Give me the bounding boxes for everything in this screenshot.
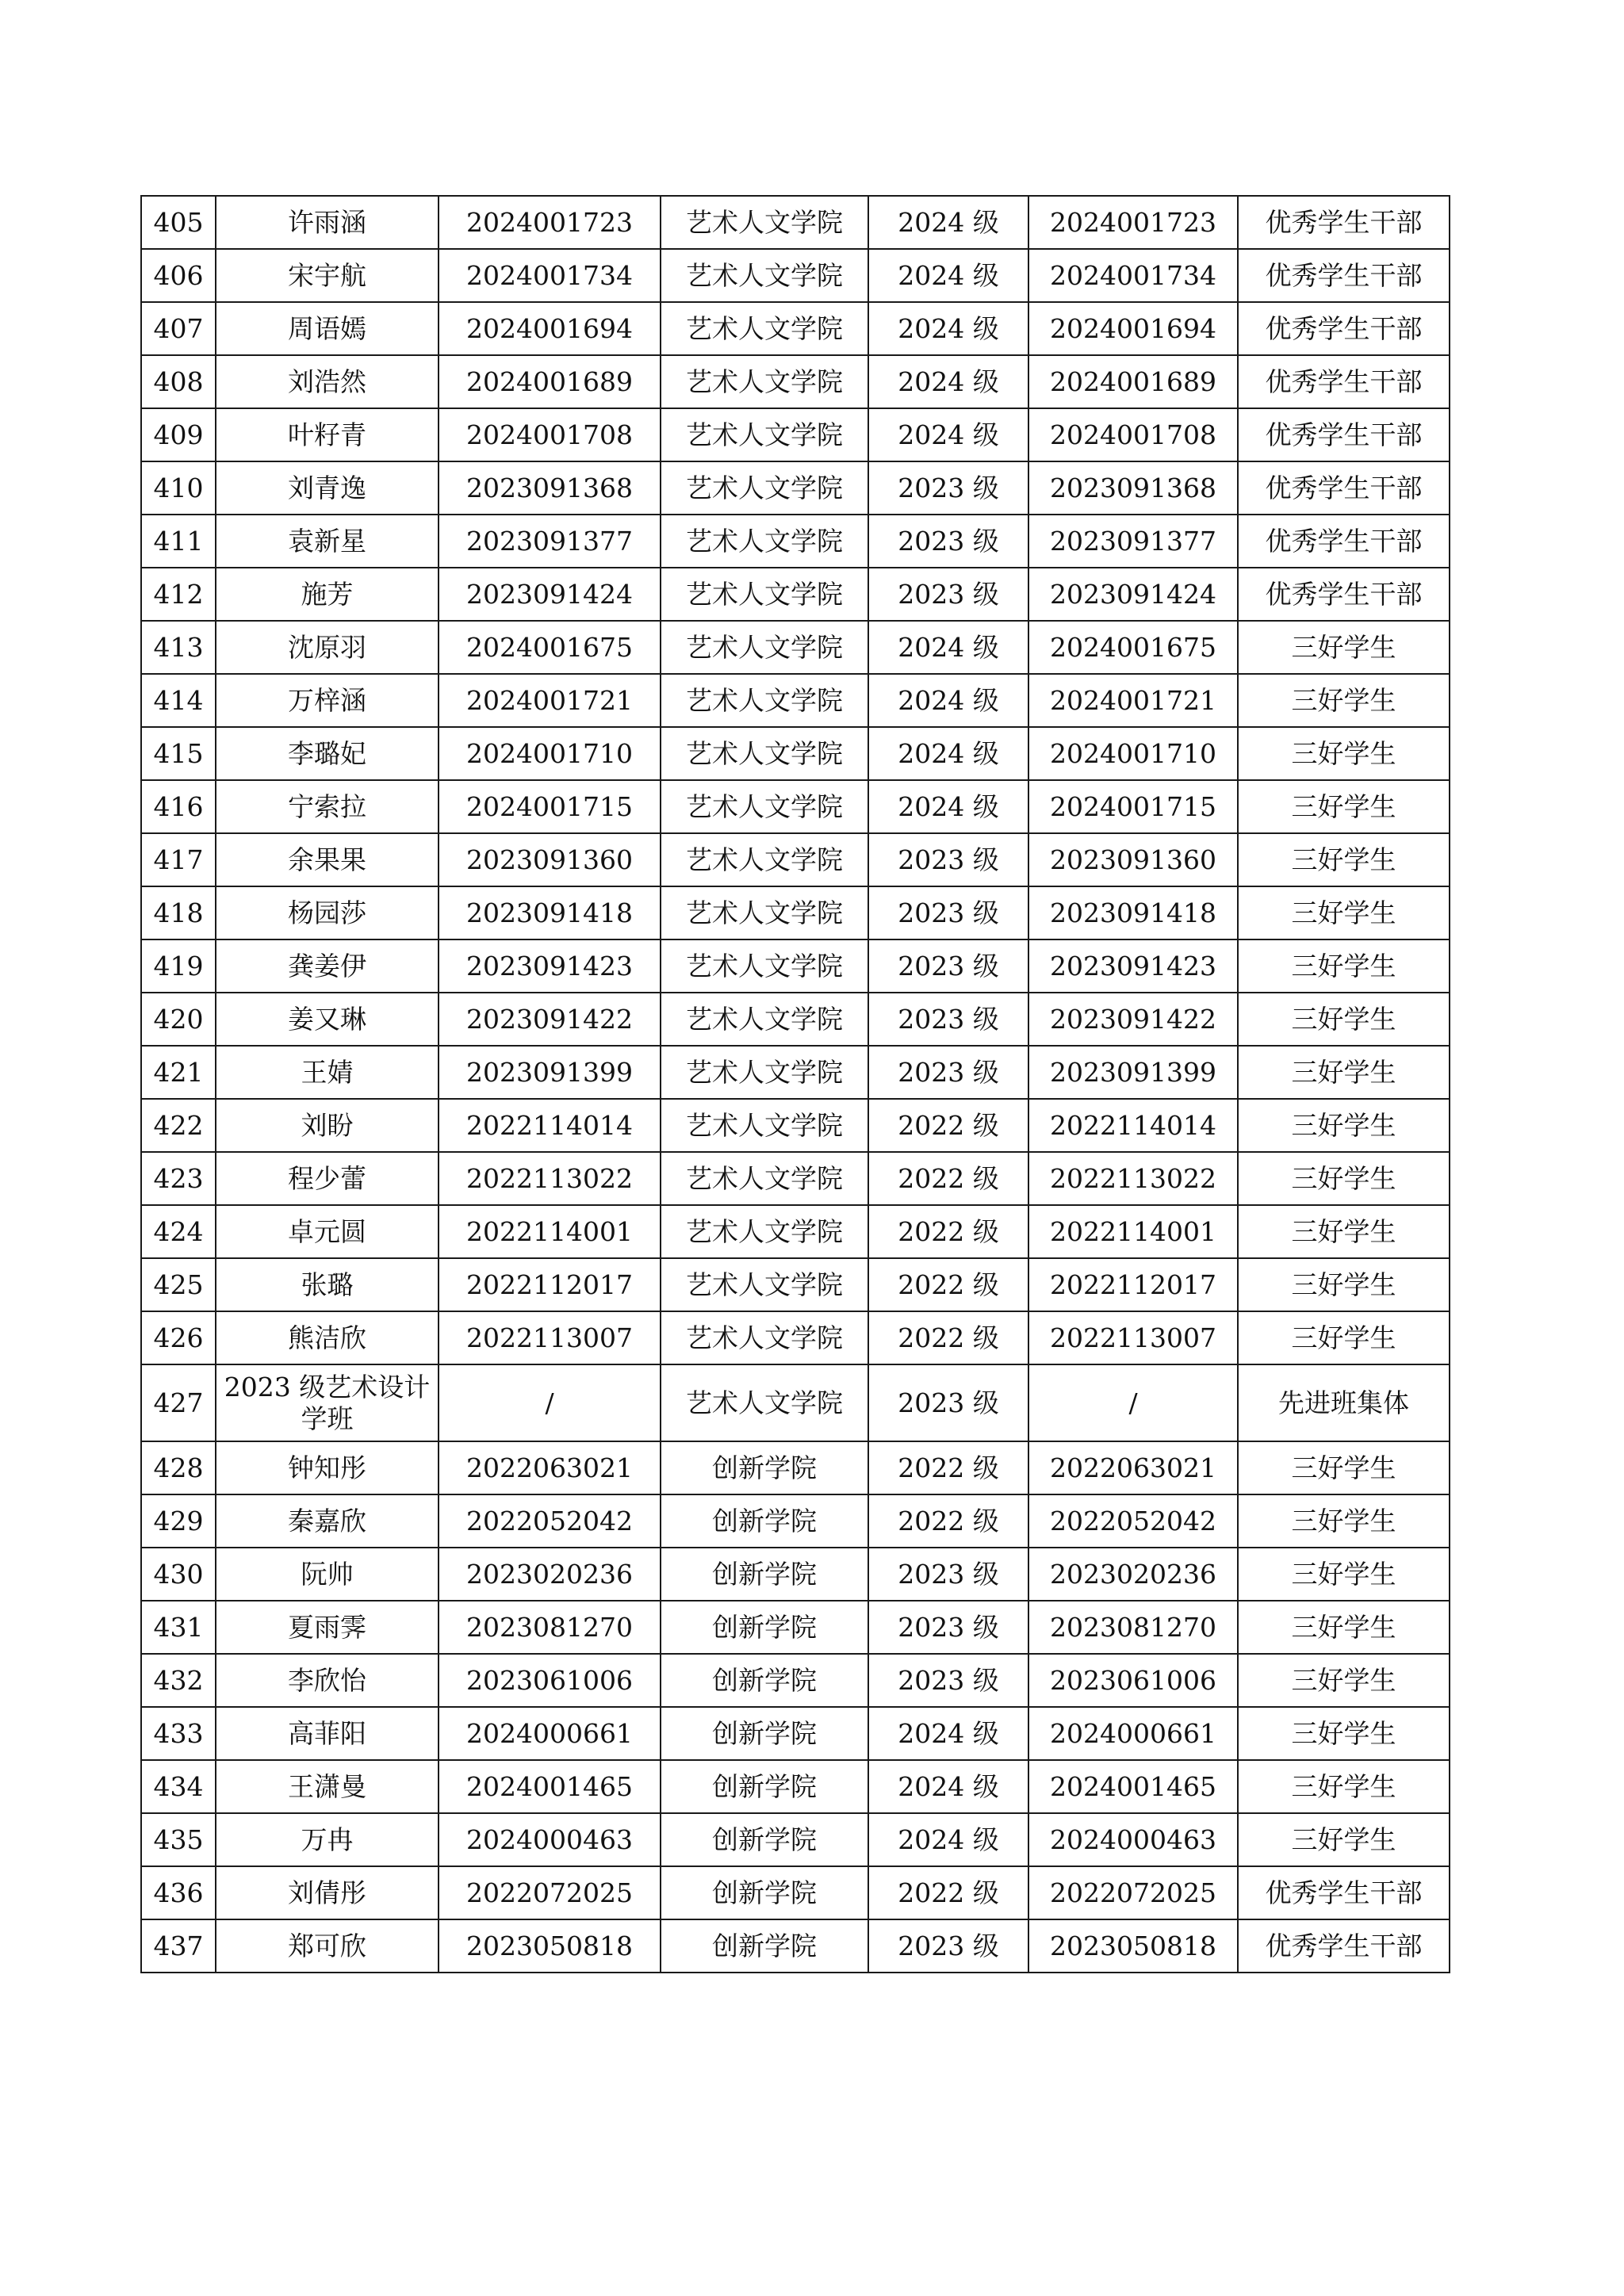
student-number-cell: 2024000661 [1028, 1707, 1238, 1760]
college-cell: 艺术人文学院 [661, 1152, 868, 1205]
grade-cell: 2023 级 [868, 1601, 1028, 1654]
student-id-cell: 2024001710 [439, 727, 661, 780]
student-number-cell: 2023020236 [1028, 1548, 1238, 1601]
row-number-cell: 430 [141, 1548, 216, 1601]
award-cell: 三好学生 [1238, 727, 1450, 780]
name-cell: 程少蕾 [216, 1152, 439, 1205]
student-number-cell: 2024001715 [1028, 780, 1238, 833]
name-cell: 龚姜伊 [216, 939, 439, 993]
student-number-cell: 2022052042 [1028, 1494, 1238, 1548]
row-number-cell: 431 [141, 1601, 216, 1654]
name-cell: 卓元圆 [216, 1205, 439, 1258]
grade-cell: 2023 级 [868, 1364, 1028, 1441]
row-number-cell: 414 [141, 674, 216, 727]
student-id-cell: 2022072025 [439, 1866, 661, 1919]
student-id-cell: 2024001734 [439, 249, 661, 302]
college-cell: 艺术人文学院 [661, 674, 868, 727]
name-cell: 宋宇航 [216, 249, 439, 302]
student-id-cell: 2023091360 [439, 833, 661, 886]
grade-cell: 2023 级 [868, 1654, 1028, 1707]
student-number-cell: 2023091377 [1028, 515, 1238, 568]
row-number-cell: 428 [141, 1441, 216, 1494]
college-cell: 艺术人文学院 [661, 727, 868, 780]
award-cell: 优秀学生干部 [1238, 1866, 1450, 1919]
student-number-cell: 2024001675 [1028, 621, 1238, 674]
student-number-cell: 2024001723 [1028, 196, 1238, 249]
award-cell: 三好学生 [1238, 1258, 1450, 1311]
student-number-cell: 2024000463 [1028, 1813, 1238, 1866]
grade-cell: 2022 级 [868, 1152, 1028, 1205]
award-cell: 优秀学生干部 [1238, 515, 1450, 568]
row-number-cell: 408 [141, 355, 216, 408]
row-number-cell: 418 [141, 886, 216, 939]
table-row [141, 727, 1450, 780]
table-row [141, 302, 1450, 355]
student-number-cell: 2024001689 [1028, 355, 1238, 408]
name-cell: 施芳 [216, 568, 439, 621]
name-cell: 李璐妃 [216, 727, 439, 780]
grade-cell: 2022 级 [868, 1099, 1028, 1152]
table-row [141, 1654, 1450, 1707]
row-number-cell: 420 [141, 993, 216, 1046]
row-number-cell: 413 [141, 621, 216, 674]
row-number-cell: 406 [141, 249, 216, 302]
grade-cell: 2023 级 [868, 939, 1028, 993]
grade-cell: 2024 级 [868, 674, 1028, 727]
college-cell: 艺术人文学院 [661, 1311, 868, 1364]
student-id-cell: 2024001721 [439, 674, 661, 727]
table-row [141, 1364, 1450, 1441]
award-cell: 优秀学生干部 [1238, 1919, 1450, 1973]
row-number-cell: 433 [141, 1707, 216, 1760]
row-number-cell: 437 [141, 1919, 216, 1973]
table-row [141, 1311, 1450, 1364]
grade-cell: 2024 级 [868, 1760, 1028, 1813]
student-number-cell: 2022072025 [1028, 1866, 1238, 1919]
grade-cell: 2022 级 [868, 1441, 1028, 1494]
college-cell: 创新学院 [661, 1760, 868, 1813]
row-number-cell: 429 [141, 1494, 216, 1548]
table-row [141, 886, 1450, 939]
table-row [141, 1919, 1450, 1973]
student-number-cell: 2023061006 [1028, 1654, 1238, 1707]
student-number-cell: 2024001710 [1028, 727, 1238, 780]
table-row [141, 1258, 1450, 1311]
award-cell: 优秀学生干部 [1238, 249, 1450, 302]
student-number-cell: 2024001734 [1028, 249, 1238, 302]
student-number-cell: 2024001721 [1028, 674, 1238, 727]
college-cell: 艺术人文学院 [661, 408, 868, 461]
row-number-cell: 411 [141, 515, 216, 568]
table-row [141, 568, 1450, 621]
student-number-cell: 2022112017 [1028, 1258, 1238, 1311]
student-id-cell: 2022113007 [439, 1311, 661, 1364]
college-cell: 创新学院 [661, 1707, 868, 1760]
student-number-cell: 2023091422 [1028, 993, 1238, 1046]
table-body [141, 196, 1450, 1973]
table-row [141, 1813, 1450, 1866]
award-cell: 先进班集体 [1238, 1364, 1450, 1441]
grade-cell: 2024 级 [868, 780, 1028, 833]
row-number-cell: 417 [141, 833, 216, 886]
student-id-cell: 2024001465 [439, 1760, 661, 1813]
name-cell: 阮帅 [216, 1548, 439, 1601]
student-id-cell: 2023050818 [439, 1919, 661, 1973]
name-cell: 郑可欣 [216, 1919, 439, 1973]
student-number-cell: 2023091418 [1028, 886, 1238, 939]
grade-cell: 2024 级 [868, 196, 1028, 249]
award-cell: 三好学生 [1238, 833, 1450, 886]
table-row [141, 1548, 1450, 1601]
name-cell: 杨园莎 [216, 886, 439, 939]
table-row [141, 1046, 1450, 1099]
grade-cell: 2024 级 [868, 1813, 1028, 1866]
student-number-cell: 2023091368 [1028, 461, 1238, 515]
name-cell: 宁索拉 [216, 780, 439, 833]
college-cell: 艺术人文学院 [661, 1046, 868, 1099]
student-id-cell: 2023091399 [439, 1046, 661, 1099]
college-cell: 艺术人文学院 [661, 1205, 868, 1258]
student-id-cell: 2022113022 [439, 1152, 661, 1205]
name-cell: 熊洁欣 [216, 1311, 439, 1364]
student-id-cell: 2024001723 [439, 196, 661, 249]
award-cell: 优秀学生干部 [1238, 408, 1450, 461]
row-number-cell: 410 [141, 461, 216, 515]
name-cell: 叶籽青 [216, 408, 439, 461]
grade-cell: 2022 级 [868, 1311, 1028, 1364]
name-cell: 张璐 [216, 1258, 439, 1311]
student-id-cell: 2022114014 [439, 1099, 661, 1152]
student-id-cell: 2023091422 [439, 993, 661, 1046]
student-number-cell: 2023091424 [1028, 568, 1238, 621]
award-cell: 优秀学生干部 [1238, 196, 1450, 249]
table-row [141, 1494, 1450, 1548]
student-id-cell: / [439, 1364, 661, 1441]
grade-cell: 2024 级 [868, 249, 1028, 302]
college-cell: 创新学院 [661, 1654, 868, 1707]
table-row [141, 461, 1450, 515]
row-number-cell: 426 [141, 1311, 216, 1364]
student-number-cell: 2023050818 [1028, 1919, 1238, 1973]
award-cell: 三好学生 [1238, 1046, 1450, 1099]
grade-cell: 2023 级 [868, 993, 1028, 1046]
student-id-cell: 2024001708 [439, 408, 661, 461]
name-cell: 刘浩然 [216, 355, 439, 408]
college-cell: 艺术人文学院 [661, 302, 868, 355]
award-cell: 三好学生 [1238, 1441, 1450, 1494]
award-cell: 三好学生 [1238, 1494, 1450, 1548]
table-row [141, 249, 1450, 302]
college-cell: 艺术人文学院 [661, 196, 868, 249]
student-id-cell: 2023091368 [439, 461, 661, 515]
college-cell: 艺术人文学院 [661, 780, 868, 833]
name-cell: 钟知彤 [216, 1441, 439, 1494]
award-cell: 三好学生 [1238, 1152, 1450, 1205]
name-cell: 刘盼 [216, 1099, 439, 1152]
table-row [141, 1205, 1450, 1258]
row-number-cell: 412 [141, 568, 216, 621]
name-cell: 刘青逸 [216, 461, 439, 515]
award-cell: 优秀学生干部 [1238, 568, 1450, 621]
grade-cell: 2023 级 [868, 1548, 1028, 1601]
award-cell: 三好学生 [1238, 1760, 1450, 1813]
table-row [141, 355, 1450, 408]
student-number-cell: 2022063021 [1028, 1441, 1238, 1494]
student-number-cell: 2023081270 [1028, 1601, 1238, 1654]
college-cell: 艺术人文学院 [661, 993, 868, 1046]
student-id-cell: 2024001675 [439, 621, 661, 674]
table-row [141, 993, 1450, 1046]
college-cell: 艺术人文学院 [661, 568, 868, 621]
student-number-cell: 2023091399 [1028, 1046, 1238, 1099]
award-cell: 三好学生 [1238, 993, 1450, 1046]
grade-cell: 2024 级 [868, 355, 1028, 408]
student-id-cell: 2023091377 [439, 515, 661, 568]
row-number-cell: 434 [141, 1760, 216, 1813]
table-row [141, 674, 1450, 727]
student-number-cell: 2023091360 [1028, 833, 1238, 886]
table-row [141, 1760, 1450, 1813]
name-cell: 袁新星 [216, 515, 439, 568]
grade-cell: 2024 级 [868, 1707, 1028, 1760]
award-cell: 三好学生 [1238, 1813, 1450, 1866]
grade-cell: 2023 级 [868, 886, 1028, 939]
student-number-cell: 2024001465 [1028, 1760, 1238, 1813]
award-cell: 三好学生 [1238, 1205, 1450, 1258]
student-id-cell: 2023081270 [439, 1601, 661, 1654]
row-number-cell: 405 [141, 196, 216, 249]
award-cell: 三好学生 [1238, 1548, 1450, 1601]
student-id-cell: 2022063021 [439, 1441, 661, 1494]
college-cell: 艺术人文学院 [661, 515, 868, 568]
table-row [141, 515, 1450, 568]
table-row [141, 1707, 1450, 1760]
student-id-cell: 2023020236 [439, 1548, 661, 1601]
name-cell: 万梓涵 [216, 674, 439, 727]
college-cell: 创新学院 [661, 1441, 868, 1494]
table-row [141, 1099, 1450, 1152]
row-number-cell: 424 [141, 1205, 216, 1258]
table-row [141, 1601, 1450, 1654]
row-number-cell: 407 [141, 302, 216, 355]
grade-cell: 2023 级 [868, 568, 1028, 621]
name-cell: 秦嘉欣 [216, 1494, 439, 1548]
grade-cell: 2023 级 [868, 461, 1028, 515]
table-row [141, 939, 1450, 993]
name-cell: 沈原羽 [216, 621, 439, 674]
student-id-cell: 2022114001 [439, 1205, 661, 1258]
row-number-cell: 422 [141, 1099, 216, 1152]
student-id-cell: 2024001715 [439, 780, 661, 833]
table-row [141, 1152, 1450, 1205]
grade-cell: 2023 级 [868, 1919, 1028, 1973]
college-cell: 艺术人文学院 [661, 461, 868, 515]
table-row [141, 621, 1450, 674]
grade-cell: 2022 级 [868, 1494, 1028, 1548]
student-number-cell: 2024001694 [1028, 302, 1238, 355]
student-id-cell: 2022052042 [439, 1494, 661, 1548]
college-cell: 创新学院 [661, 1494, 868, 1548]
college-cell: 艺术人文学院 [661, 1099, 868, 1152]
college-cell: 艺术人文学院 [661, 621, 868, 674]
award-cell: 三好学生 [1238, 1601, 1450, 1654]
college-cell: 创新学院 [661, 1548, 868, 1601]
table-row [141, 1866, 1450, 1919]
grade-cell: 2023 级 [868, 1046, 1028, 1099]
award-cell: 优秀学生干部 [1238, 461, 1450, 515]
student-number-cell: 2024001708 [1028, 408, 1238, 461]
student-id-cell: 2023091418 [439, 886, 661, 939]
row-number-cell: 423 [141, 1152, 216, 1205]
award-cell: 三好学生 [1238, 1311, 1450, 1364]
grade-cell: 2023 级 [868, 833, 1028, 886]
college-cell: 创新学院 [661, 1813, 868, 1866]
college-cell: 艺术人文学院 [661, 1258, 868, 1311]
name-cell: 王婧 [216, 1046, 439, 1099]
name-cell: 王潇曼 [216, 1760, 439, 1813]
student-number-cell: 2023091423 [1028, 939, 1238, 993]
grade-cell: 2022 级 [868, 1258, 1028, 1311]
row-number-cell: 425 [141, 1258, 216, 1311]
table-row [141, 196, 1450, 249]
grade-cell: 2024 级 [868, 302, 1028, 355]
row-number-cell: 416 [141, 780, 216, 833]
college-cell: 创新学院 [661, 1601, 868, 1654]
student-id-cell: 2024000463 [439, 1813, 661, 1866]
name-cell: 李欣怡 [216, 1654, 439, 1707]
award-cell: 三好学生 [1238, 674, 1450, 727]
name-cell: 周语嫣 [216, 302, 439, 355]
table-row [141, 1441, 1450, 1494]
college-cell: 艺术人文学院 [661, 1364, 868, 1441]
award-cell: 三好学生 [1238, 1707, 1450, 1760]
student-number-cell: 2022113007 [1028, 1311, 1238, 1364]
name-cell: 夏雨霁 [216, 1601, 439, 1654]
student-id-cell: 2022112017 [439, 1258, 661, 1311]
table-row [141, 780, 1450, 833]
table-row [141, 833, 1450, 886]
college-cell: 艺术人文学院 [661, 886, 868, 939]
row-number-cell: 436 [141, 1866, 216, 1919]
student-id-cell: 2024000661 [439, 1707, 661, 1760]
award-cell: 优秀学生干部 [1238, 302, 1450, 355]
student-id-cell: 2023091423 [439, 939, 661, 993]
row-number-cell: 435 [141, 1813, 216, 1866]
name-cell: 许雨涵 [216, 196, 439, 249]
grade-cell: 2024 级 [868, 408, 1028, 461]
college-cell: 创新学院 [661, 1919, 868, 1973]
student-id-cell: 2024001694 [439, 302, 661, 355]
table-row [141, 408, 1450, 461]
row-number-cell: 419 [141, 939, 216, 993]
student-id-cell: 2023061006 [439, 1654, 661, 1707]
college-cell: 艺术人文学院 [661, 939, 868, 993]
award-list-table [140, 195, 1450, 1973]
name-cell: 余果果 [216, 833, 439, 886]
grade-cell: 2022 级 [868, 1205, 1028, 1258]
student-id-cell: 2023091424 [439, 568, 661, 621]
college-cell: 创新学院 [661, 1866, 868, 1919]
award-cell: 三好学生 [1238, 1099, 1450, 1152]
award-cell: 三好学生 [1238, 939, 1450, 993]
name-cell: 刘倩彤 [216, 1866, 439, 1919]
grade-cell: 2022 级 [868, 1866, 1028, 1919]
grade-cell: 2024 级 [868, 727, 1028, 780]
student-number-cell: 2022114001 [1028, 1205, 1238, 1258]
award-cell: 三好学生 [1238, 886, 1450, 939]
college-cell: 艺术人文学院 [661, 355, 868, 408]
award-cell: 优秀学生干部 [1238, 355, 1450, 408]
name-cell: 万冉 [216, 1813, 439, 1866]
row-number-cell: 427 [141, 1364, 216, 1441]
student-id-cell: 2024001689 [439, 355, 661, 408]
college-cell: 艺术人文学院 [661, 249, 868, 302]
row-number-cell: 409 [141, 408, 216, 461]
name-cell: 2023 级艺术设计学班 [216, 1364, 439, 1441]
award-cell: 三好学生 [1238, 780, 1450, 833]
row-number-cell: 421 [141, 1046, 216, 1099]
name-cell: 姜又琳 [216, 993, 439, 1046]
student-number-cell: / [1028, 1364, 1238, 1441]
grade-cell: 2024 级 [868, 621, 1028, 674]
row-number-cell: 432 [141, 1654, 216, 1707]
student-number-cell: 2022114014 [1028, 1099, 1238, 1152]
grade-cell: 2023 级 [868, 515, 1028, 568]
college-cell: 艺术人文学院 [661, 833, 868, 886]
award-cell: 三好学生 [1238, 621, 1450, 674]
student-number-cell: 2022113022 [1028, 1152, 1238, 1205]
name-cell: 高菲阳 [216, 1707, 439, 1760]
award-cell: 三好学生 [1238, 1654, 1450, 1707]
row-number-cell: 415 [141, 727, 216, 780]
